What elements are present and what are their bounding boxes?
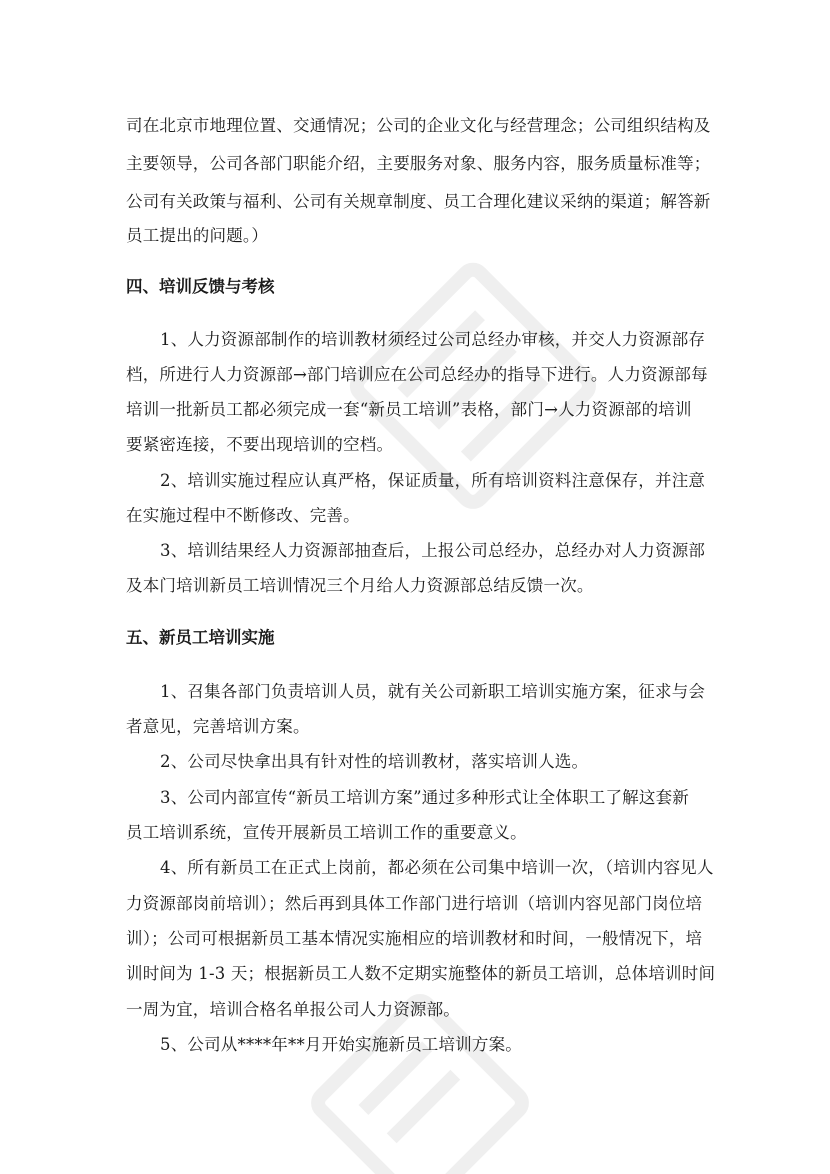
intro-line: 员工提出的问题。） [126,226,269,245]
paragraph-line: 5、公司从****年**月开始实施新员工培训方案。 [160,1035,522,1054]
paragraph-line: 训时间为 1-3 天；根据新员工人数不定期实施整体的新员工培训，总体培训时间 [126,964,716,983]
paragraph-line: 及本门培训新员工培训情况三个月给人力资源部总结反馈一次。 [126,576,594,595]
paragraph-line: 4、所有新员工在正式上岗前，都必须在公司集中培训一次，（培训内容见人 [160,858,714,877]
paragraph-line: 1、召集各部门负责培训人员，就有关公司新职工培训实施方案，征求与会 [160,682,706,701]
paragraph-line: 在实施过程中不断修改、完善。 [126,506,360,525]
paragraph-line: 1、人力资源部制作的培训教材须经过公司总经办审核，并交人力资源部存 [160,330,706,349]
intro-line: 司在北京市地理位置、交通情况；公司的企业文化与经营理念；公司组织结构及 [126,116,711,135]
section-heading-implementation: 五、新员工培训实施 [126,628,275,647]
paragraph-line: 2、培训实施过程应认真严格，保证质量，所有培训资料注意保存，并注意 [160,471,706,490]
paragraph-line: 档，所进行人力资源部→部门培训应在公司总经办的指导下进行。人力资源部每 [126,365,708,384]
paragraph-line: 训）；公司可根据新员工基本情况实施相应的培训教材和时间，一般情况下，培 [126,929,703,948]
paragraph-line: 员工培训系统，宣传开展新员工培训工作的重要意义。 [126,823,527,842]
paragraph-line: 2、公司尽快拿出具有针对性的培训教材，落实培训人选。 [160,752,589,771]
section-heading-feedback: 四、培训反馈与考核 [126,277,275,296]
intro-line: 公司有关政策与福利、公司有关规章制度、员工合理化建议采纳的渠道；解答新 [126,192,711,211]
paragraph-line: 要紧密连接，不要出现培训的空档。 [126,435,394,454]
paragraph-line: 培训一批新员工都必须完成一套“新员工培训”表格，部门→人力资源部的培训 [126,400,692,419]
paragraph-line: 一周为宜，培训合格名单报公司人力资源部。 [126,1000,460,1019]
paragraph-line: 者意见，完善培训方案。 [126,717,310,736]
paragraph-line: 3、公司内部宣传“新员工培训方案”通过多种形式让全体职工了解这套新 [160,788,689,807]
paragraph-line: 3、培训结果经人力资源部抽查后，上报公司总经办，总经办对人力资源部 [160,541,706,560]
intro-line: 主要领导，公司各部门职能介绍，主要服务对象、服务内容，服务质量标准等； [126,154,711,173]
paragraph-line: 力资源部岗前培训）；然后再到具体工作部门进行培训（培训内容见部门岗位培 [126,894,703,913]
